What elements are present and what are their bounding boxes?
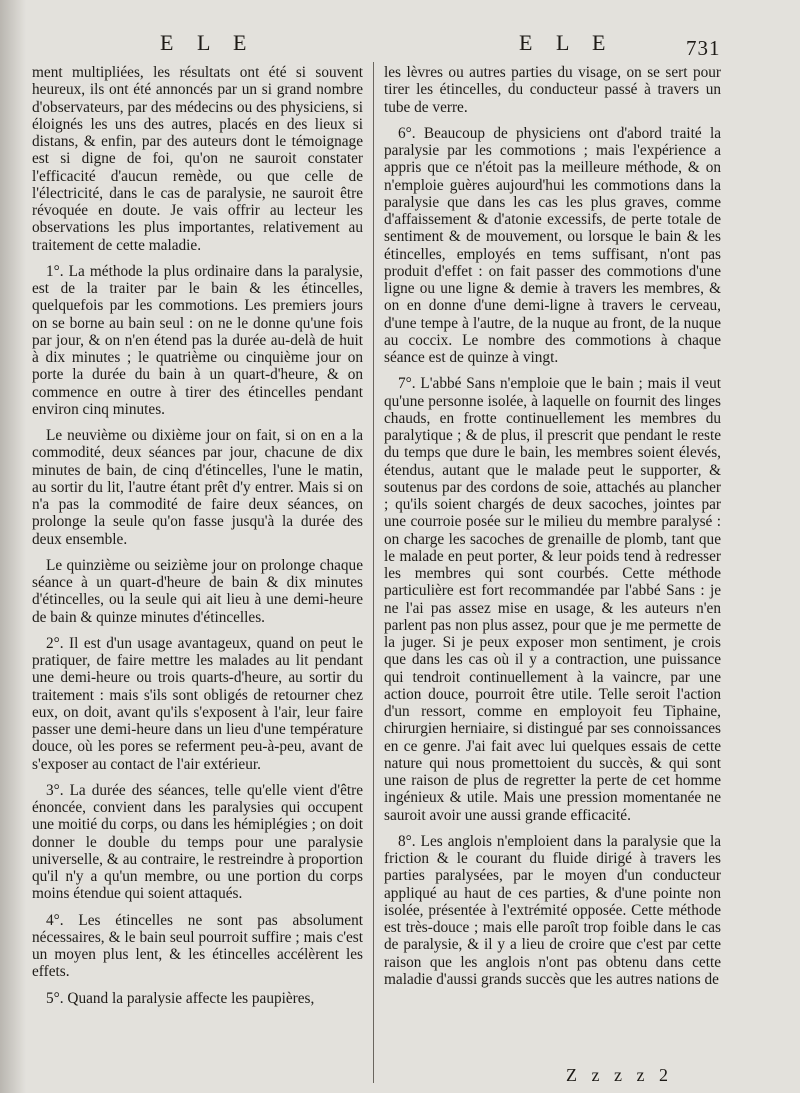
running-head-right: E L E (519, 30, 615, 55)
column-divider (373, 62, 374, 1083)
paragraph: 3°. La durée des séances, telle qu'elle vient d'être énoncée, convient dans les paralysies qui occupent une moitié du corps, ou dans les hémiplégies ; on doit donner le double du temps pour une paralysie universelle, & au contraire, le restreindre à proportion qu'il n'y a qu'un membre, ou une portion du corps moins étendue qui soient attaqués. (32, 781, 363, 903)
page-number: 731 (686, 36, 721, 60)
paragraph: 1°. La méthode la plus ordinaire dans la paralysie, est de la traiter par le bain & les étincelles, quelquefois par les commotions. Les premiers jours on se borne au bain seul : on ne le donne qu'une fois par jour, & on n'en étend pas la durée au-delà de huit à dix minutes ; le quatrième ou cinquième jour on porte la durée du bain à un quart-d'heure, & on commence en outre à tirer des étincelles pendant environ cinq minutes. (32, 262, 363, 418)
left-text-column (32, 64, 363, 1007)
paragraph: 2°. Il est d'un usage avantageux, quand on peut le pratiquer, de faire mettre les malades au lit pendant une demi-heure ou trois quarts-d'heure, au sortir du traitement : mais s'ils sont obligés de retourner chez eux, on doit, avant qu'ils s'exposent à l'air, leur faire passer une demi-heure dans un lieu d'une température douce, où les pores se referment peu-à-peu, avant de s'exposer au contact de l'air extérieur. (32, 634, 363, 773)
paragraph: les lèvres ou autres parties du visage, on se sert pour tirer les étincelles, du conducteur passé à travers un tube de verre. (384, 64, 721, 116)
paragraph: 8°. Les anglois n'emploient dans la paralysie que la friction & le courant du fluide dirigé à travers les parties paralysées, par le moyen d'un conducteur appliqué au haut de ces parties, & d'une pointe non isolée, présentée à l'extrémité opposée. Cette méthode est très-douce ; mais elle paroît trop foible dans le cas de paralysie, & il y a lieu de croire que c'est par cette raison que les anglois n'ont pas obtenu dans cette maladie d'aussi grands succès que les autres nations de (384, 832, 721, 988)
right-text-column (384, 64, 721, 988)
binding-shadow (0, 0, 26, 1093)
paragraph: 4°. Les étincelles ne sont pas absolument nécessaires, & le bain seul pourroit suffire ; mais c'est un moyen plus lent, & les étincelles accélèrent les effets. (32, 911, 363, 981)
paragraph: Le neuvième ou dixième jour on fait, si on en a la commodité, deux séances par jour, chacune de dix minutes de bain, de cinq d'étincelles, l'une le matin, au sortir du lit, l'autre étant prêt d'y entrer. Mais si on n'a pas la commodité de faire deux séances, on prolonge la seule qu'on fasse jusqu'à la durée des deux ensemble. (32, 427, 363, 548)
running-head-left: E L E (160, 30, 256, 55)
paragraph: 7°. L'abbé Sans n'emploie que le bain ; mais il veut qu'une personne isolée, à laquelle on fournit des linges chauds, en frotte continuellement les membres du paralytique ; & de plus, il prescrit que pendant le reste du temps que dure le bain, les membres soient élevés, étendus, autant que le malade peut le supporter, & soutenus par des cordons de soie, attachés au plancher ; qu'ils soient chargés de deux sacoches, jointes par une courroie posée sur le milieu du membre paralysé : on charge les sacoches de grenaille de plomb, tant que le malade en peut porter, & leur poids tend à redresser les membres qui sont courbés. Cette méthode particulière est fort recommandée par l'abbé Sans : je ne l'ai pas assez mise en usage, & les auteurs n'en parlent pas non plus assez, pour que je me permette de la juger. Si je peux exposer mon sentiment, je crois que dans les cas où il y a contraction, une puissance qui tendroit continuellement à la vaincre, par une action douce, pourroit être utile. Telle seroit l'action d'un ressort, comme en employoit feu Tiphaine, chirurgien herniaire, si distingué par ses connoissances en ce genre. J'ai fait avec lui quelques essais de cette nature qui nous promettoient du succès, & qui sont une raison de plus de regretter la perte de cet homme ingénieux & utile. Mais une pression momentanée ne sauroit avoir une aussi grande efficacité. (384, 375, 721, 824)
paragraph: Le quinzième ou seizième jour on prolonge chaque séance à un quart-d'heure de bain & dix minutes d'étincelles, ou la seule qui ait lieu à une demi-heure de bain & quinze minutes d'étincelles. (32, 556, 363, 626)
paragraph: 5°. Quand la paralysie affecte les paupières, (46, 989, 315, 1007)
paragraph: ment multipliées, les résultats ont été si souvent heureux, ils ont été annoncés par un si grand nombre d'observateurs, par des médecins ou des physiciens, si éloignés les uns des autres, placés en des lieux si distans, & enfin, par des auteurs dont le témoignage est si digne de foi, qu'on ne sauroit constater l'efficacité d'aucun remède, ou que celle de l'électricité, dans le cas de paralysie, ne sauroit être révoquée en doute. Je vais offrir au lecteur les observations les plus importantes, relativement au traitement de cette maladie. (32, 64, 363, 254)
signature-mark: Z z z z 2 (566, 1065, 673, 1085)
paragraph: 6°. Beaucoup de physiciens ont d'abord traité la paralysie par les commotions ; mais l'expérience a appris que ce n'étoit pas la meilleure méthode, & on n'emploie guères aujourd'hui les commotions dans la paralysie que dans les cas les plus graves, comme d'affaissement & d'atonie excessifs, de perte totale de sentiment & de mouvement, ou lorsque le bain & les étincelles, employés en tems suffisant, n'ont pas produit d'effet : on fait passer des commotions d'une ligne ou une ligne & demie à travers les membres, & on en donne d'une demi-ligne à travers le cerveau, d'une tempe à l'autre, de la nuque au front, de la nuque au coccix. Le nombre des commotions à chaque séance est de quinze à vingt. (384, 124, 721, 366)
